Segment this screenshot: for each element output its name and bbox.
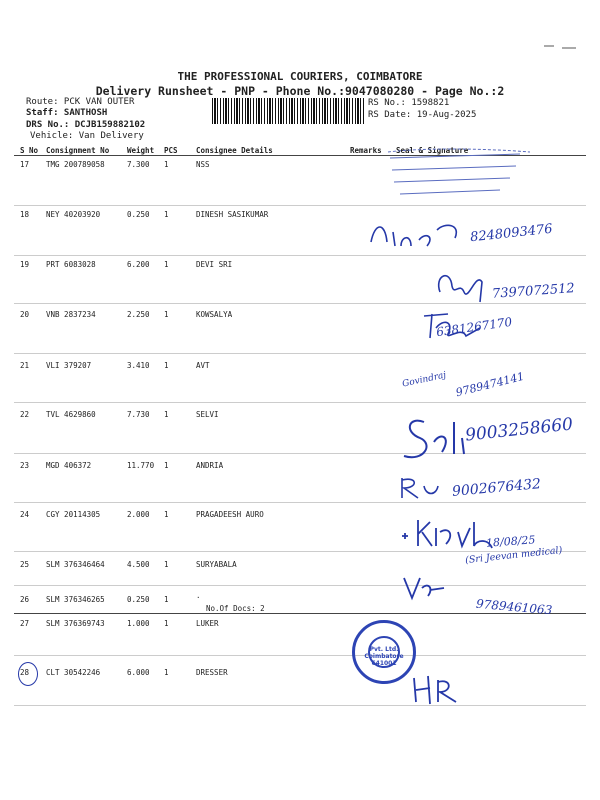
row-19-consignee: DEVI SRI (196, 260, 233, 269)
row-divider (14, 705, 586, 706)
row-divider (14, 502, 586, 503)
col-remarks-header: Remarks (350, 146, 382, 155)
row-21-weight: 3.410 (127, 361, 150, 370)
row-divider (14, 585, 586, 586)
phone-23: 9002676432 (451, 476, 542, 500)
col-seal-header: Seal & Signature (396, 146, 469, 155)
phone-21: 9789474141 (454, 369, 526, 400)
row-divider (14, 402, 586, 403)
row-26-docs: No.Of Docs: 2 (206, 604, 265, 613)
row-18-weight: 0.250 (127, 210, 150, 219)
row-21-consignment: VLI 379207 (46, 361, 92, 370)
row-24-pcs: 1 (164, 510, 169, 519)
phone-20: 6381267170 (435, 314, 513, 340)
row-26-consignee: . (196, 591, 201, 600)
row-27-consignment: SLM 376369743 (46, 619, 105, 628)
col-weight-header: Weight (127, 146, 155, 155)
row-28-sno: 28 (20, 668, 30, 677)
row-divider (14, 453, 586, 454)
row-28-consignment: CLT 30542246 (46, 668, 101, 677)
barcode-image (212, 98, 364, 124)
row-21-pcs: 1 (164, 361, 169, 370)
row-27-sno: 27 (20, 619, 30, 628)
row-20-weight: 2.250 (127, 310, 150, 319)
row-24-consignee: PRAGADEESH AURO (196, 510, 264, 519)
row-23-consignee: ANDRIA (196, 461, 224, 470)
col-sno-header: S No (20, 146, 39, 155)
row-21-consignee: AVT (196, 361, 210, 370)
name-21: Govindraj (401, 370, 448, 390)
scan-mark-icon (540, 36, 580, 56)
vehicle-label: Vehicle: Van Delivery (30, 131, 144, 141)
row-23-consignment: MGD 406372 (46, 461, 92, 470)
row-23-weight: 11.770 (127, 461, 155, 470)
row-18-sno: 18 (20, 210, 30, 219)
row-19-consignment: PRT 6083028 (46, 260, 96, 269)
row-25-weight: 4.500 (127, 560, 150, 569)
row-divider (14, 613, 586, 614)
rs-number: RS No.: 1598821 (368, 98, 450, 108)
phone-26: 9789461063 (475, 596, 553, 618)
row-22-weight: 7.730 (127, 410, 150, 419)
row-18-pcs: 1 (164, 210, 169, 219)
signature-19-icon (430, 262, 500, 306)
row-26-consignment: SLM 376346265 (46, 595, 105, 604)
row-21-sno: 21 (20, 361, 30, 370)
row-19-weight: 6.200 (127, 260, 150, 269)
row-26-weight: 0.250 (127, 595, 150, 604)
row-22-pcs: 1 (164, 410, 169, 419)
row-17-pcs: 1 (164, 160, 169, 169)
signature-28-icon (408, 668, 488, 708)
date-24: 18/08/25 (485, 533, 536, 550)
row-20-consignment: VNB 2837234 (46, 310, 96, 319)
row-24-sno: 24 (20, 510, 30, 519)
row-18-consignee: DINESH SASIKUMAR (196, 210, 269, 219)
row-25-sno: 25 (20, 560, 30, 569)
row-22-consignment: TVL 4629860 (46, 410, 96, 419)
row-divider (14, 655, 586, 656)
row-27-consignee: LUKER (196, 619, 219, 628)
seal-stamp-17-icon (380, 148, 540, 208)
runsheet-subtitle: Delivery Runsheet - PNP - Phone No.:9047080280 - Page No.:2 (95, 84, 505, 98)
row-18-consignment: NEY 40203920 (46, 210, 101, 219)
col-pcs-header: PCS (164, 146, 178, 155)
rs-date: RS Date: 19-Aug-2025 (368, 110, 477, 120)
row-divider (14, 255, 586, 256)
row-divider (14, 303, 586, 304)
phone-18: 8248093476 (469, 221, 554, 246)
col-consignment-header: Consignment No (46, 146, 110, 155)
row-26-sno: 26 (20, 595, 30, 604)
col-details-header: Consignee Details (196, 146, 273, 155)
note-24: (Sri Jeevan medical) (464, 544, 563, 567)
row-23-pcs: 1 (164, 461, 169, 470)
row-20-consignee: KOWSALYA (196, 310, 233, 319)
signature-26-icon (400, 570, 450, 604)
drs-number: DRS No.: DCJB159882102 (26, 120, 146, 130)
row-28-weight: 6.000 (127, 668, 150, 677)
row-17-sno: 17 (20, 160, 30, 169)
company-title: THE PROFESSIONAL COURIERS, COIMBATORE (177, 70, 423, 83)
row-25-consignment: SLM 376346464 (46, 560, 105, 569)
row-28-consignee: DRESSER (196, 668, 228, 677)
row-17-consignee: NSS (196, 160, 210, 169)
row-divider (14, 353, 586, 354)
phone-22: 9003258660 (464, 414, 574, 446)
row-25-pcs: 1 (164, 560, 169, 569)
row-17-weight: 7.300 (127, 160, 150, 169)
row-28-pcs: 1 (164, 668, 169, 677)
row-19-sno: 19 (20, 260, 30, 269)
route-label: Route: PCK VAN OUTER (26, 97, 135, 107)
row-17-consignment: TMG 200789058 (46, 160, 105, 169)
row-27-weight: 1.000 (127, 619, 150, 628)
row-26-pcs: 1 (164, 595, 169, 604)
row-20-pcs: 1 (164, 310, 169, 319)
row-22-sno: 22 (20, 410, 30, 419)
staff-label: Staff: SANTHOSH (26, 108, 108, 118)
row-25-consignee: SURYABALA (196, 560, 237, 569)
row-24-weight: 2.000 (127, 510, 150, 519)
row-20-sno: 20 (20, 310, 30, 319)
seal-stamp-text: Pvt. Ltd. Coimbatore 641001 (364, 646, 404, 667)
row-22-consignee: SELVI (196, 410, 219, 419)
signature-18-icon (365, 212, 475, 256)
row-24-consignment: CGY 20114305 (46, 510, 101, 519)
row-19-pcs: 1 (164, 260, 169, 269)
phone-19: 7397072512 (491, 281, 576, 302)
row-27-pcs: 1 (164, 619, 169, 628)
signature-23-icon (396, 472, 456, 502)
row-23-sno: 23 (20, 461, 30, 470)
